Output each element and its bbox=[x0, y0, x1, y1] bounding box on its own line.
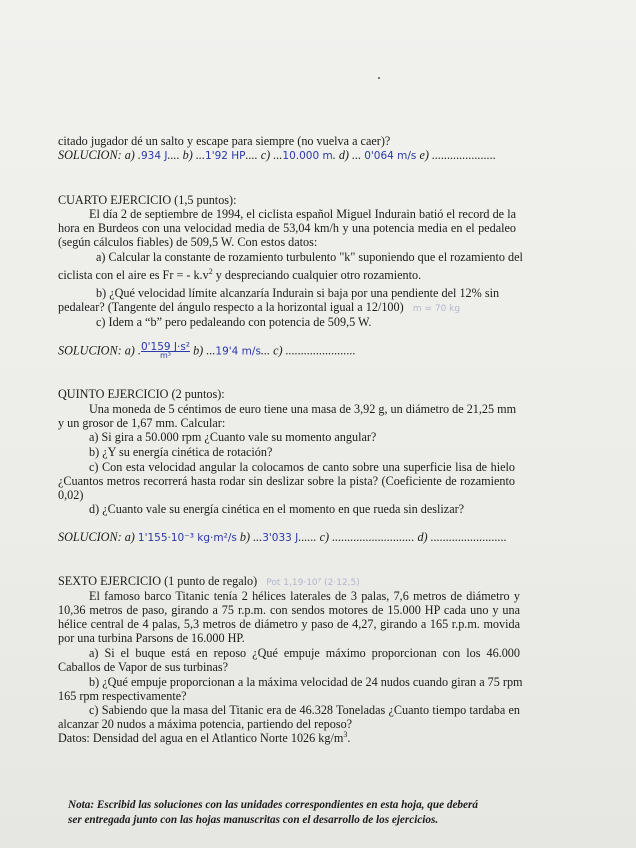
part-label: b) bbox=[193, 343, 204, 358]
part-label: b) bbox=[239, 530, 251, 544]
text: SEXTO EJERCICIO (1 punto de regalo) bbox=[58, 574, 258, 588]
solution-line-5: SOLUCION: a) 1'155·10⁻³ kg·m²/s b) ...3'033 J...... c) ........................... d) ......................... bbox=[58, 530, 507, 544]
text: . bbox=[347, 731, 351, 745]
exercise-4-part-b: b) ¿Qué velocidad límite alcanzaría Indurain si baja por una pendiente del 12% sin bbox=[96, 286, 500, 300]
exercise-6-text: por una turbina Parsons de 16.000 HP. bbox=[58, 631, 245, 645]
exercise-4-text: hora en Burdeos con una velocidad media de 53,04 km/h y una potencia media en el pedaleo bbox=[58, 221, 516, 235]
exercise-6-text: hélice central de 4 palas, 5,3 metros de diámetro y paso de 4,27, girando a 165 r.p.m. movida bbox=[58, 617, 520, 631]
superscript: 2 bbox=[208, 266, 213, 276]
text: Datos: Densidad del agua en el Atlantico Norte 1026 kg/m bbox=[58, 731, 344, 745]
text: pedalear? (Tangente del ángulo respecto a la horizontal igual a 12/100) bbox=[58, 300, 404, 314]
part-label: c) bbox=[260, 148, 271, 162]
exercise-6-title bbox=[58, 574, 524, 590]
handwritten-answer-a bbox=[141, 343, 190, 360]
exercise-5-part-c: 0,02) bbox=[58, 488, 84, 502]
exercise-6-part-a: a) Si el buque está en reposo ¿Qué empuje máximo proporcionan con los 46.000 bbox=[89, 646, 520, 660]
part-label: c) bbox=[319, 530, 330, 544]
handwritten-answer-c: 10.000 m bbox=[282, 150, 333, 162]
exercise-4-title: CUARTO EJERCICIO (1,5 puntos): bbox=[58, 193, 237, 207]
text: ciclista con el aire es Fr = - k.v bbox=[58, 268, 209, 282]
exercise-4-text: (según cálculos fiables) de 509,5 W. Con estos datos: bbox=[58, 235, 318, 249]
text: y despreciando cualquier otro rozamiento. bbox=[212, 268, 422, 282]
handwritten-answer-b: 1'92 HP bbox=[205, 150, 246, 162]
solution-line-1: SOLUCION: a) .934 J.... b) ...1'92 HP.... c) ...10.000 m. d) ... 0'064 m/s e) ..................... bbox=[58, 148, 496, 162]
exercise-6-part-b: b) ¿Qué empuje proporcionan a la máxima velocidad de 24 nudos cuando giran a 75 rpm bbox=[89, 675, 523, 689]
paper-speck bbox=[378, 77, 380, 79]
handwritten-answer-b: 3'033 J bbox=[262, 532, 299, 544]
exercise-4-part-c: c) Idem a “b” pero pedaleando con potencia de 509,5 W. bbox=[96, 315, 372, 329]
exercise-5-part-b: b) ¿Y su energía cinética de rotación? bbox=[89, 445, 273, 459]
carryover-line: citado jugador dé un salto y escape para siempre (no vuelva a caer)? bbox=[58, 134, 391, 148]
exercise-6-part-a: Caballos de Vapor de sus turbinas? bbox=[58, 660, 229, 674]
exercise-4-part-a: a) Calcular la constante de rozamiento turbulento "k" suponiendo que el rozamiento del bbox=[96, 250, 523, 264]
exercise-6-data bbox=[58, 731, 524, 745]
footer-note: Nota: Escribid las soluciones con las unidades correspondientes en esta hoja, que deberá bbox=[68, 799, 478, 811]
exercise-6-part-b: 165 rpm respectivamente? bbox=[58, 689, 187, 703]
part-label: d) bbox=[338, 148, 349, 162]
exercise-4-part-b bbox=[58, 300, 528, 316]
solution-line-4: SOLUCION: a) . $\frac{\text{0'159 J·s²}}{\text{m³}}$ b) ...19'4 m/s... c) ....................... bbox=[58, 341, 356, 360]
exercise-6-part-c: alcanzar 20 nudos a máxima potencia, partiendo del reposo? bbox=[58, 717, 353, 731]
part-label: b) bbox=[182, 148, 193, 162]
exercise-6-part-c: c) Sabiendo que la masa del Titanic era de 46.328 Toneladas ¿Cuanto tiempo tardaba en bbox=[89, 703, 520, 717]
exercise-4-part-a bbox=[58, 268, 518, 282]
exercise-6-text: 10,36 metros de paso, girando a 75 r.p.m. con sendos motores de 15.000 HP cada uno y una bbox=[58, 603, 520, 617]
exercise-5-part-a: a) Si gira a 50.000 rpm ¿Cuanto vale su momento angular? bbox=[89, 430, 377, 444]
solution-label: SOLUCION: a) bbox=[58, 148, 135, 162]
part-label: d) bbox=[417, 530, 428, 544]
exercise-5-text: y un grosor de 1,67 mm. Calcular: bbox=[58, 416, 226, 430]
solution-label: SOLUCION: a) bbox=[58, 530, 135, 544]
solution-label: SOLUCION: a) bbox=[58, 343, 135, 358]
superscript: 3 bbox=[343, 729, 348, 739]
exercise-5-part-c: c) Con esta velocidad angular la colocamos de canto sobre una superficie lisa de hielo bbox=[89, 460, 515, 474]
pencil-note: Pot 1,19·10⁷ (2·12,5) bbox=[266, 578, 360, 588]
exercise-5-title: QUINTO EJERCICIO (2 puntos): bbox=[58, 387, 225, 401]
pencil-note: m = 70 kg bbox=[412, 304, 461, 314]
part-label: c) bbox=[273, 343, 283, 358]
fraction-numerator: 0'159 J·s² bbox=[140, 341, 191, 353]
handwritten-answer-b: 19'4 m/s bbox=[215, 345, 261, 358]
exercise-5-part-d: d) ¿Cuanto vale su energía cinética en el momento en que rueda sin deslizar? bbox=[89, 502, 465, 516]
exercise-4-text: El día 2 de septiembre de 1994, el ciclista español Miguel Indurain batió el record de la bbox=[89, 207, 516, 221]
part-label: e) bbox=[419, 148, 429, 162]
exercise-6-text: El famoso barco Titanic tenía 2 hélices laterales de 3 palas, 7,6 metros de diámetro y bbox=[89, 589, 520, 603]
exercise-5-text: Una moneda de 5 céntimos de euro tiene una masa de 3,92 g, un diámetro de 21,25 mm bbox=[89, 402, 517, 416]
exercise-5-part-c: ¿Cuantos metros recorrerá hasta rodar sin deslizar sobre la pista? (Coeficiente de rozamiento bbox=[58, 474, 515, 488]
handwritten-answer-a: 1'155·10⁻³ kg·m²/s bbox=[137, 532, 237, 544]
handwritten-answer-d: 0'064 m/s bbox=[364, 150, 417, 162]
fraction-denominator: m³ bbox=[159, 351, 171, 360]
footer-note: ser entregada junto con las hojas manuscritas con el desarrollo de los ejercicios. bbox=[68, 814, 439, 826]
handwritten-answer-a: 934 J bbox=[140, 150, 168, 162]
